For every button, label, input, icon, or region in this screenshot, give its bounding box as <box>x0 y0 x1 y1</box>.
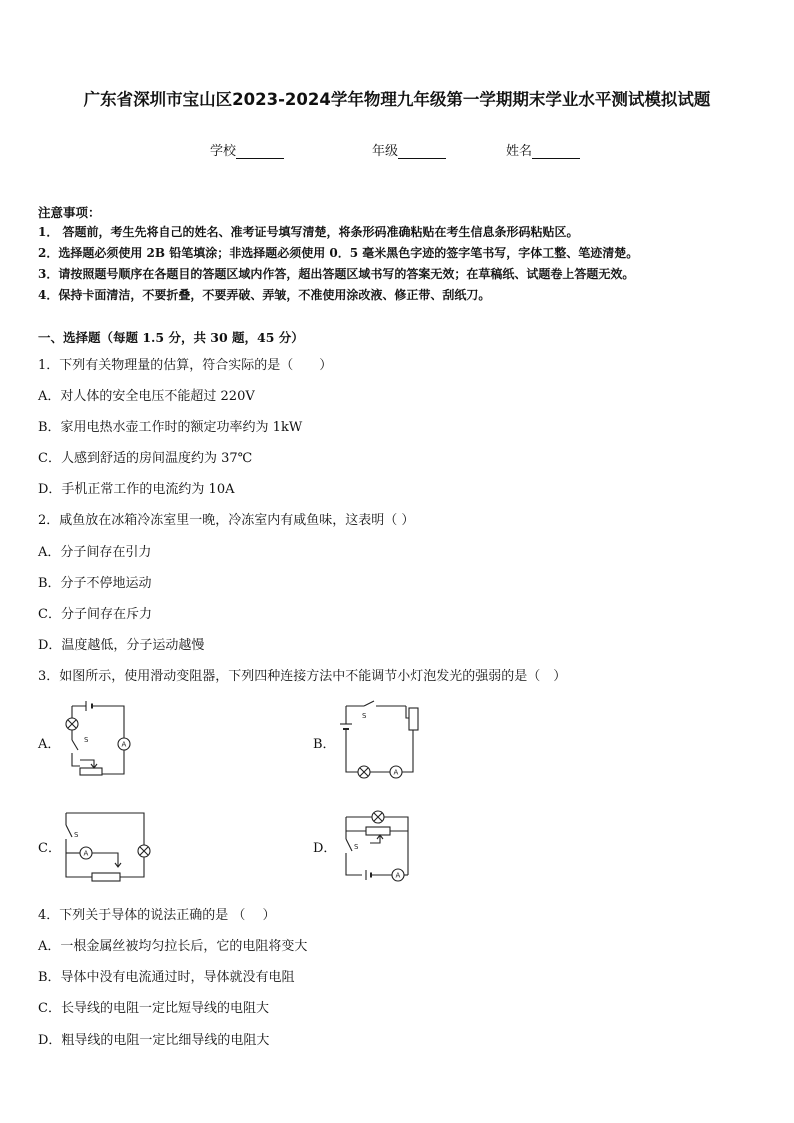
question-option[interactable]: D．温度越低，分子运动越慢 <box>38 638 205 653</box>
question-option[interactable]: A． <box>38 737 61 752</box>
circuit-diagram-a <box>58 698 134 784</box>
question-option[interactable]: D．手机正常工作的电流约为 10A <box>38 482 235 497</box>
question-option[interactable]: B．导体中没有电流通过时，导体就没有电阻 <box>38 970 295 985</box>
question-stem: 1．下列有关物理量的估算，符合实际的是（ ） <box>38 358 333 373</box>
question-option[interactable]: D． <box>313 841 337 856</box>
ammeter-label: A <box>83 849 89 858</box>
circuit-diagram-d <box>336 805 416 887</box>
question-option[interactable]: C．分子间存在斥力 <box>38 607 152 622</box>
note-item: 1． 答题前，考生先将自己的姓名、准考证号填写清楚，将条形码准确粘贴在考生信息条形码粘贴区。 <box>38 225 579 239</box>
question-stem: 4．下列关于导体的说法正确的是 （ ） <box>38 908 276 923</box>
question-option[interactable]: A．对人体的安全电压不能超过 220V <box>38 389 255 404</box>
question-stem: 3．如图所示，使用滑动变阻器，下列四种连接方法中不能调节小灯泡发光的强弱的是（ ） <box>38 669 567 684</box>
ammeter-label: A <box>395 871 401 880</box>
circuit-diagram-c <box>58 805 158 887</box>
question-option[interactable]: B． <box>313 737 336 752</box>
switch-label: S <box>84 736 89 744</box>
school-field <box>210 140 284 159</box>
name-blank[interactable] <box>532 144 580 159</box>
question-stem: 2．咸鱼放在冰箱冷冻室里一晚，冷冻室内有咸鱼味，这表明（ ） <box>38 513 415 528</box>
question-option[interactable]: A．一根金属丝被均匀拉长后，它的电阻将变大 <box>38 939 308 954</box>
grade-label: 年级 <box>372 144 399 159</box>
switch-label: S <box>354 843 359 851</box>
question-option[interactable]: C．长导线的电阻一定比短导线的电阻大 <box>38 1001 269 1016</box>
grade-blank[interactable] <box>398 144 446 159</box>
note-item: 3．请按照题号顺序在各题目的答题区域内作答，超出答题区域书写的答案无效；在草稿纸、试题卷上答题无效。 <box>38 267 635 281</box>
question-option[interactable]: A．分子间存在引力 <box>38 545 152 560</box>
circuit-diagram-b <box>336 698 426 784</box>
name-label: 姓名 <box>506 144 533 159</box>
question-option[interactable]: B．家用电热水壶工作时的额定功率约为 1kW <box>38 420 303 435</box>
ammeter-label: A <box>121 740 127 749</box>
switch-label: S <box>362 712 367 720</box>
note-item: 2．选择题必须使用 2B 铅笔填涂；非选择题必须使用 0．5 毫米黑色字迹的签字笔书写，字体工整、笔迹清楚。 <box>38 246 639 260</box>
switch-label: S <box>74 831 79 839</box>
question-option[interactable]: D．粗导线的电阻一定比细导线的电阻大 <box>38 1033 270 1048</box>
question-option[interactable]: B．分子不停地运动 <box>38 576 152 591</box>
question-option[interactable]: C．人感到舒适的房间温度约为 37℃ <box>38 451 253 466</box>
notes-heading: 注意事项： <box>38 205 101 220</box>
ammeter-label: A <box>393 768 399 777</box>
school-label: 学校 <box>210 144 237 159</box>
section-heading: 一、选择题（每题 1.5 分，共 30 题，45 分） <box>38 330 304 345</box>
school-blank[interactable] <box>236 144 284 159</box>
note-item: 4．保持卡面清洁，不要折叠，不要弄破、弄皱，不准使用涂改液、修正带、刮纸刀。 <box>38 288 491 302</box>
name-field <box>506 140 580 159</box>
page-title: 广东省深圳市宝山区2023-2024学年物理九年级第一学期期末学业水平测试模拟试题 <box>83 90 711 109</box>
question-option[interactable]: C． <box>38 841 61 856</box>
grade-field <box>372 140 446 159</box>
